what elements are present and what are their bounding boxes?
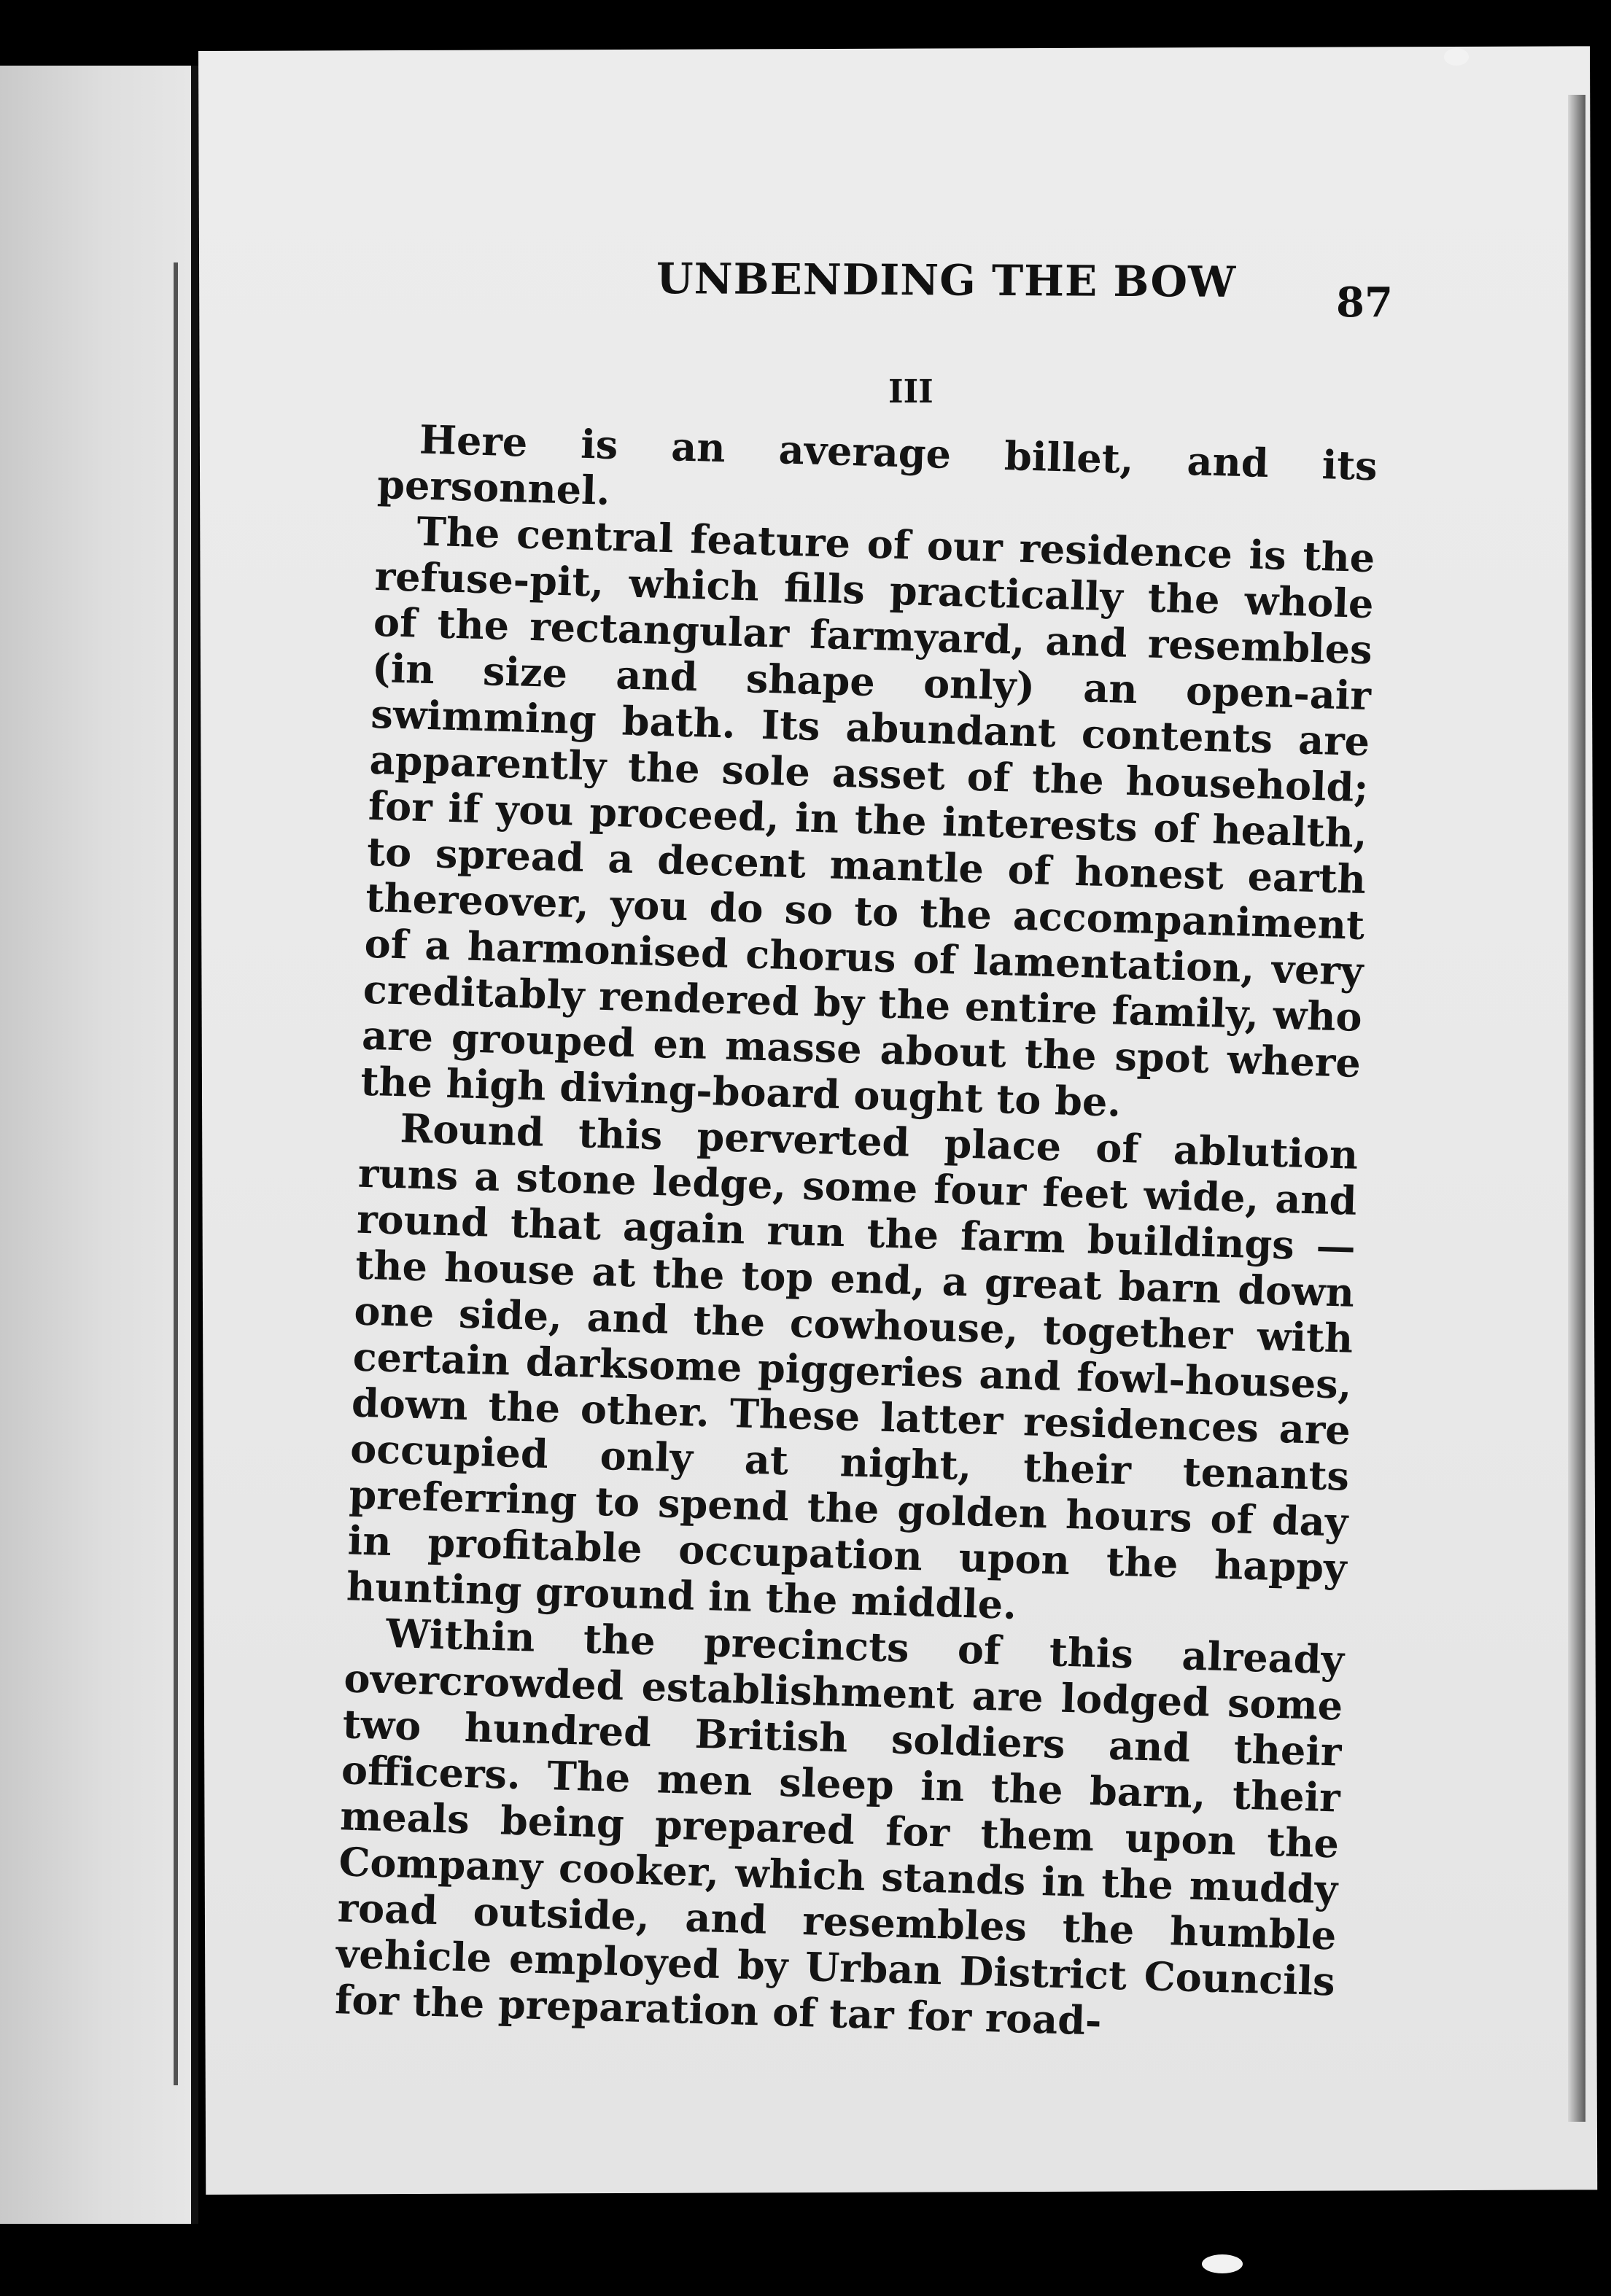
paragraph: The central feature of our residence is the refuse-pit, which fills practically the whole of the rectangular farmyard, and resembles (in size and shape only) an open-air swimming bath. Its abundant contents are apparently the sole asset of the household; for if you proceed, in the interests of health, to spread a decent mantle of honest earth thereover, you do so to the accompaniment of a harmonised chorus of lamentation, very creditably rendered by the entire family, who are grouped en masse about the spot where the high diving-board ought to be.	[360, 507, 1375, 1126]
book-gutter	[191, 66, 198, 2224]
running-head: UNBENDING THE BOW	[656, 254, 1237, 307]
body-text	[334, 416, 1378, 2050]
paragraph: Round this perverted place of ablution runs a stone ledge, some four feet wide, and round that again run the farm buildings — the house at the top end, a great barn down one side, and the cowhouse, together with certain darksome piggeries and fowl-houses, down the other. These latter residences are occupied only at night, their tenants preferring to spend the golden hours of day in profitable occupation upon the happy hunting ground in the middle.	[346, 1105, 1359, 1629]
scan-speck	[1202, 2254, 1243, 2273]
scan-speck	[1444, 48, 1469, 66]
page-number: 87	[1336, 279, 1393, 327]
left-page-edge	[0, 66, 191, 2224]
right-page-edge	[1568, 95, 1585, 2122]
paragraph: Here is an average billet, and its personnel.	[376, 416, 1378, 514]
gutter-shadow-line	[174, 262, 178, 2085]
paragraph: Within the precincts of this already overcrowded establishment are lodged some two hundred British soldiers and their officers. The men sleep in the barn, their meals being prepared for them upon the Company cooker, which stands in the muddy road outside, and resembles the humble vehicle employed by Urban District Councils for the preparation of tar for road-	[334, 1609, 1345, 2044]
section-number: III	[888, 373, 933, 410]
